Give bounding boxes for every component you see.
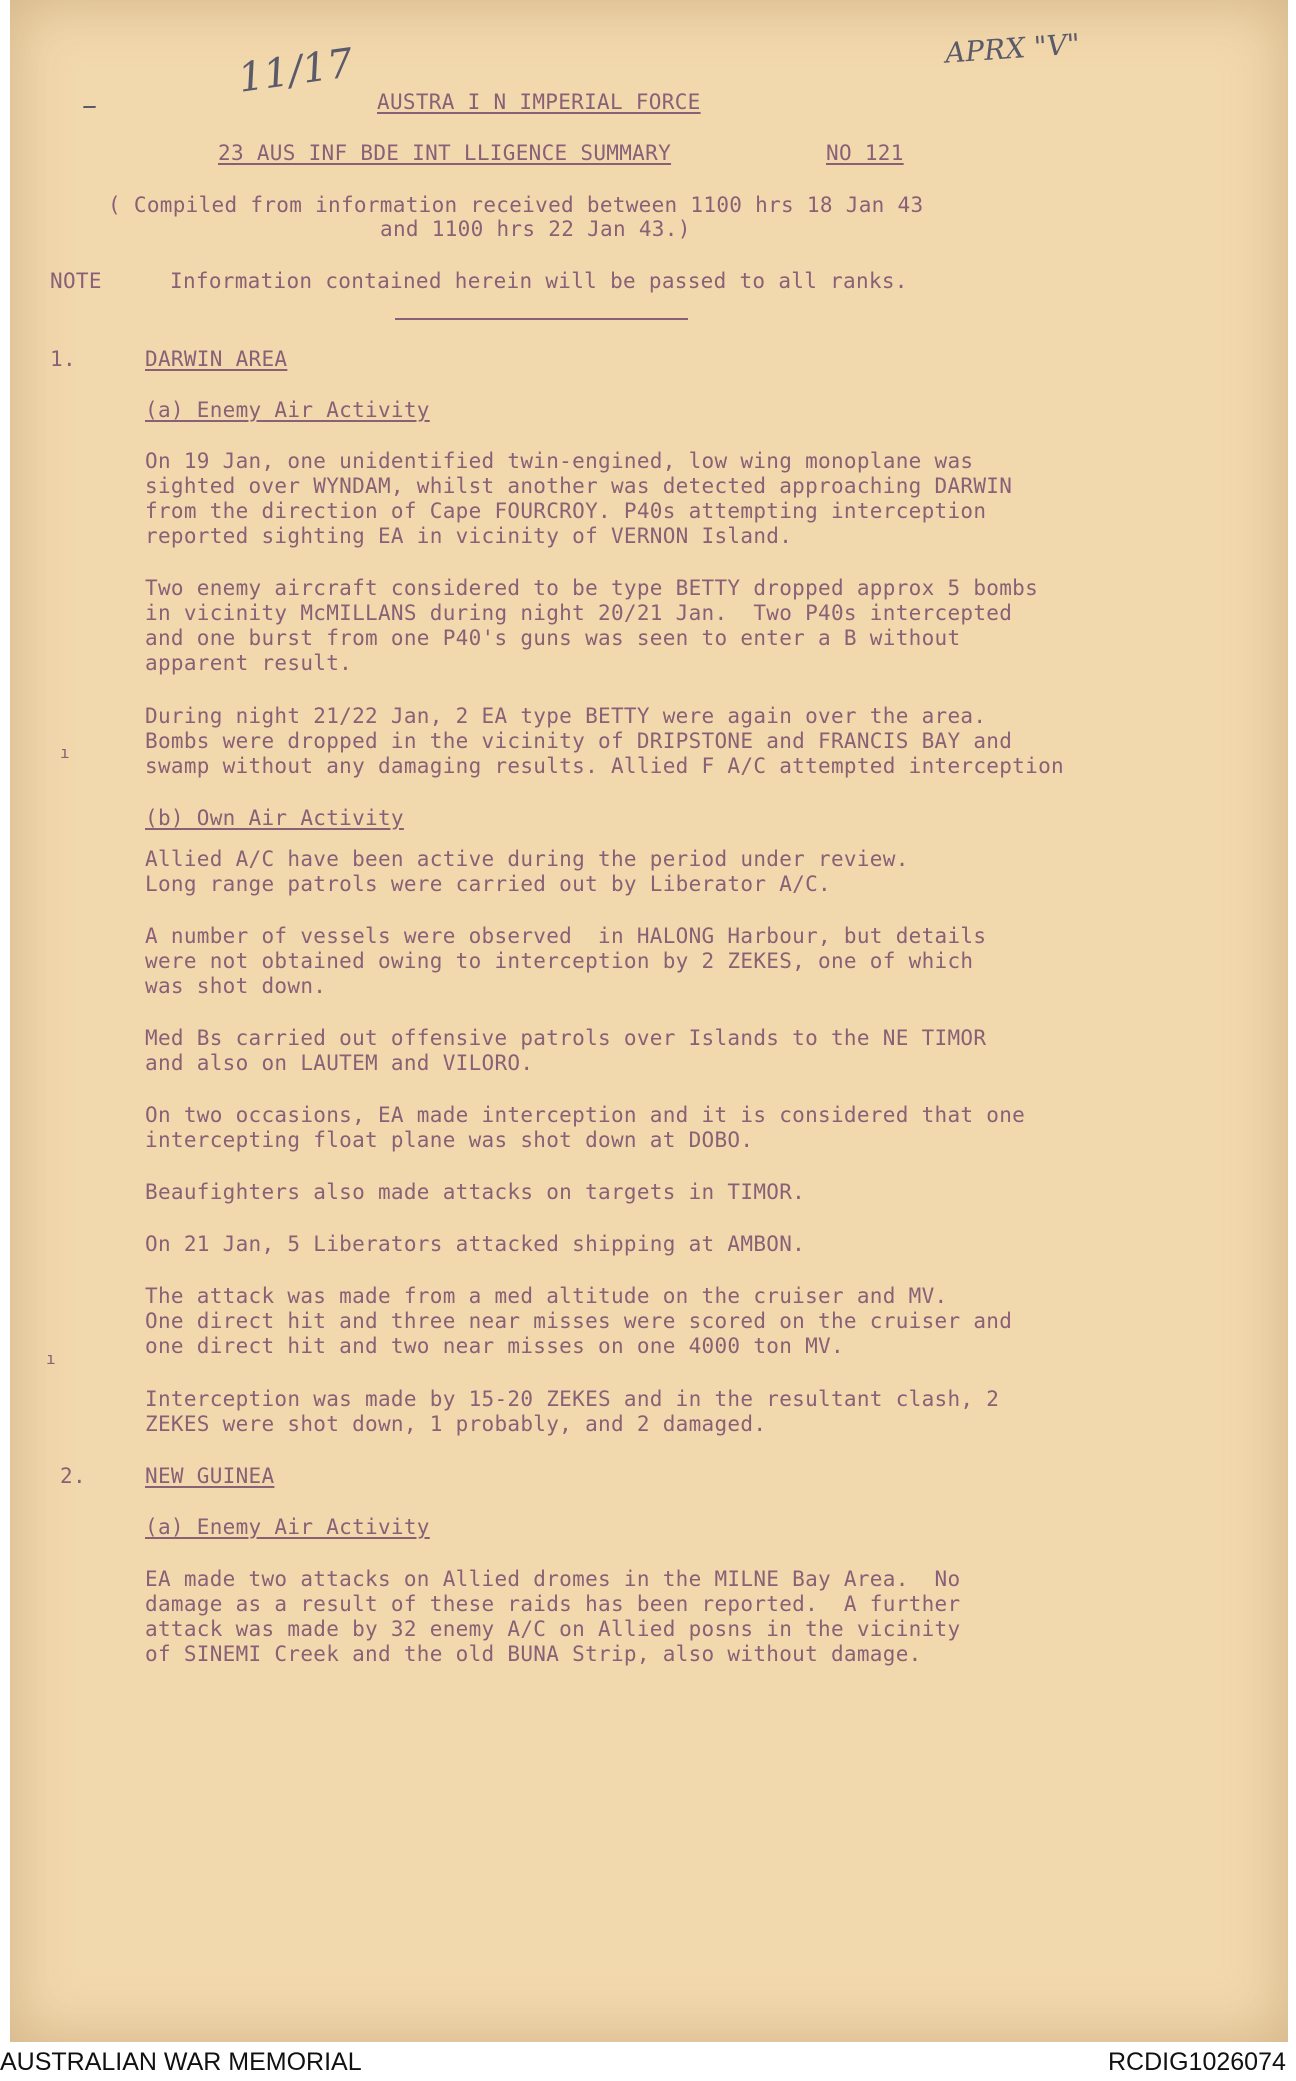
subsection-title: (a) Enemy Air Activity <box>145 398 430 422</box>
paragraph-line: Long range patrols were carried out by Liberator A/C. <box>145 872 831 896</box>
paragraph-line: swamp without any damaging results. Allied F A/C attempted interception <box>145 754 1064 778</box>
compiled-line-2: and 1100 hrs 22 Jan 43.) <box>380 217 691 241</box>
paragraph-line: ZEKES were shot down, 1 probably, and 2 damaged. <box>145 1412 767 1436</box>
subsection-title: (a) Enemy Air Activity <box>145 1515 430 1539</box>
paragraph-line: attack was made by 32 enemy A/C on Allied posns in the vicinity <box>145 1617 961 1641</box>
paragraph-line: apparent result. <box>145 651 353 675</box>
paragraph-line: On 19 Jan, one unidentified twin-engined, low wing monoplane was <box>145 449 974 473</box>
paragraph-line: damage as a result of these raids has been reported. A further <box>145 1592 961 1616</box>
paragraph-line: Interception was made by 15-20 ZEKES and in the resultant clash, 2 <box>145 1387 1000 1411</box>
paragraph-line: Med Bs carried out offensive patrols over Islands to the NE TIMOR <box>145 1026 987 1050</box>
document-page <box>10 0 1288 2042</box>
paragraph-line: A number of vessels were observed in HALONG Harbour, but details <box>145 924 987 948</box>
paragraph-line: reported sighting EA in vicinity of VERNON Island. <box>145 524 793 548</box>
paragraph-line: one direct hit and two near misses on one 4000 ton MV. <box>145 1334 844 1358</box>
compiled-line-1: ( Compiled from information received between 1100 hrs 18 Jan 43 <box>108 193 924 217</box>
section-title: DARWIN AREA <box>145 347 288 371</box>
paragraph-line: and also on LAUTEM and VILORO. <box>145 1051 534 1075</box>
note-text: Information contained herein will be passed to all ranks. <box>170 269 908 293</box>
paragraph-line: Allied A/C have been active during the period under review. <box>145 847 909 871</box>
paragraph-line: Two enemy aircraft considered to be type BETTY dropped approx 5 bombs <box>145 576 1039 600</box>
paragraph-line: sighted over WYNDAM, whilst another was detected approaching DARWIN <box>145 474 1013 498</box>
section-number: 1. <box>50 347 76 371</box>
paragraph-line: and one burst from one P40's guns was seen to enter a B without <box>145 626 961 650</box>
paragraph-line: During night 21/22 Jan, 2 EA type BETTY were again over the area. <box>145 704 987 728</box>
archive-credit: AUSTRALIAN WAR MEMORIAL <box>0 2048 362 2076</box>
margin-mark: – <box>82 88 97 123</box>
subsection-title: (b) Own Air Activity <box>145 806 404 830</box>
paragraph-line: intercepting float plane was shot down at DOBO. <box>145 1128 754 1152</box>
paragraph-line: from the direction of Cape FOURCROY. P40s attempting interception <box>145 499 987 523</box>
paragraph-line: On 21 Jan, 5 Liberators attacked shipping at AMBON. <box>145 1232 806 1256</box>
document-heading: AUSTRA I N IMPERIAL FORCE <box>377 90 701 114</box>
section-title: NEW GUINEA <box>145 1464 275 1488</box>
paragraph-line: of SINEMI Creek and the old BUNA Strip, also without damage. <box>145 1642 922 1666</box>
paragraph-line: Bombs were dropped in the vicinity of DRIPSTONE and FRANCIS BAY and <box>145 729 1013 753</box>
section-number: 2. <box>60 1464 86 1488</box>
paragraph-line: Beaufighters also made attacks on targets in TIMOR. <box>145 1180 806 1204</box>
archive-id: RCDIG1026074 <box>1108 2048 1286 2076</box>
paragraph-line: EA made two attacks on Allied dromes in the MILNE Bay Area. No <box>145 1567 961 1591</box>
paragraph-line: On two occasions, EA made interception and it is considered that one <box>145 1103 1026 1127</box>
punch-mark: ı <box>60 743 70 762</box>
paragraph-line: The attack was made from a med altitude on the cruiser and MV. <box>145 1284 948 1308</box>
paragraph-line: were not obtained owing to interception by 2 ZEKES, one of which <box>145 949 974 973</box>
summary-title: 23 AUS INF BDE INT LLIGENCE SUMMARY <box>218 141 672 165</box>
note-label: NOTE <box>50 269 102 293</box>
handwritten-appendix: APRX "V" <box>944 27 1081 70</box>
paragraph-line: One direct hit and three near misses were scored on the cruiser and <box>145 1309 1013 1333</box>
punch-mark: ı <box>46 1349 56 1368</box>
header-divider <box>395 318 688 320</box>
paragraph-line: in vicinity McMILLANS during night 20/21 Jan. Two P40s intercepted <box>145 601 1013 625</box>
summary-number: NO 121 <box>826 141 904 165</box>
paragraph-line: was shot down. <box>145 974 327 998</box>
handwritten-folio: 11/17 <box>235 40 356 102</box>
